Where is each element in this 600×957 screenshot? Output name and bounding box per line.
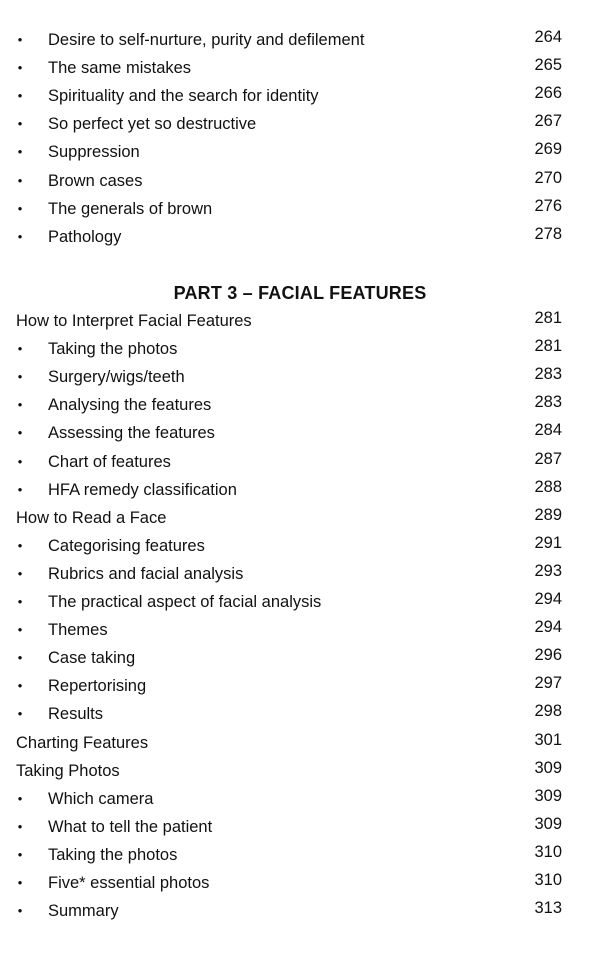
bullet-icon: • bbox=[17, 369, 23, 385]
toc-entry-title: What to tell the patient bbox=[48, 817, 213, 836]
toc-entry-title: Summary bbox=[48, 902, 119, 921]
bullet-icon: • bbox=[17, 341, 23, 357]
toc-page-number: 287 bbox=[534, 449, 562, 468]
toc-subentry bbox=[0, 700, 600, 728]
toc-subentry bbox=[0, 26, 600, 54]
toc-subentry bbox=[0, 335, 600, 363]
bullet-icon: • bbox=[17, 228, 23, 244]
bullet-icon: • bbox=[17, 397, 23, 413]
toc-entry-title: Case taking bbox=[48, 649, 136, 668]
toc-page-number: 264 bbox=[534, 28, 562, 46]
toc-page-number: 270 bbox=[534, 168, 562, 187]
bullet-icon: • bbox=[17, 875, 23, 890]
bullet-icon: • bbox=[17, 60, 23, 76]
toc-page-number: 269 bbox=[534, 140, 562, 159]
bullet-icon: • bbox=[17, 172, 23, 188]
bullet-icon: • bbox=[17, 678, 23, 694]
toc-entry-title: Analysing the features bbox=[48, 396, 212, 415]
toc-entry-title: Suppression bbox=[48, 143, 140, 162]
toc-page-number: 283 bbox=[534, 365, 562, 384]
bullet-icon: • bbox=[17, 706, 23, 722]
toc-entry-title: Spirituality and the search for identity bbox=[48, 87, 319, 106]
toc-page-number: 291 bbox=[534, 533, 562, 552]
toc-page-number: 288 bbox=[534, 477, 562, 496]
toc-page-number: 281 bbox=[534, 309, 562, 327]
toc-subentry bbox=[0, 841, 600, 869]
toc-page-number: 266 bbox=[534, 84, 562, 103]
toc-entry-title: Repertorising bbox=[48, 677, 147, 696]
part-title: PART 3 – FACIAL FEATURES bbox=[173, 283, 427, 303]
bullet-icon: • bbox=[17, 200, 23, 216]
toc-page-number: 283 bbox=[534, 393, 562, 412]
toc-page-number: 289 bbox=[534, 505, 562, 524]
toc-entry-title: HFA remedy classification bbox=[48, 480, 237, 499]
toc-subentry bbox=[0, 813, 600, 841]
toc-entry-title: Themes bbox=[48, 621, 108, 640]
toc-subentry bbox=[0, 869, 600, 897]
toc-entry-title: Which camera bbox=[48, 789, 154, 808]
toc-page-number: 276 bbox=[534, 196, 562, 215]
bullet-icon: • bbox=[17, 88, 23, 104]
toc-page-number: 309 bbox=[534, 814, 562, 833]
toc-page-number: 294 bbox=[534, 618, 562, 637]
bullet-icon: • bbox=[17, 144, 23, 160]
toc-subentry bbox=[0, 363, 600, 391]
toc-page-number: 313 bbox=[534, 899, 562, 918]
toc-entry-title: So perfect yet so destructive bbox=[48, 115, 257, 134]
toc-subentry bbox=[0, 785, 600, 813]
bullet-icon: • bbox=[17, 903, 23, 919]
toc-entry-title: Chart of features bbox=[48, 452, 171, 471]
toc-entry-title: Pathology bbox=[48, 227, 122, 246]
toc-entry-title: The practical aspect of facial analysis bbox=[48, 593, 322, 611]
toc-entry-title: Five* essential photos bbox=[48, 874, 210, 892]
bullet-icon: • bbox=[17, 818, 23, 834]
toc-subentry bbox=[0, 560, 600, 588]
bullet-icon: • bbox=[17, 32, 23, 47]
bullet-icon: • bbox=[17, 622, 23, 638]
toc-subentry bbox=[0, 616, 600, 644]
toc-page-number: 301 bbox=[534, 730, 562, 749]
toc-subentry bbox=[0, 419, 600, 447]
toc-entry-title: Categorising features bbox=[48, 536, 205, 555]
toc-subentry bbox=[0, 391, 600, 419]
bullet-icon: • bbox=[17, 565, 23, 581]
toc-page-number: 309 bbox=[534, 786, 562, 805]
toc-entry-title: Brown cases bbox=[48, 171, 143, 190]
bullet-icon: • bbox=[17, 790, 23, 806]
toc-page-number: 284 bbox=[534, 421, 562, 440]
toc-subentry bbox=[0, 448, 600, 476]
toc-subentry bbox=[0, 588, 600, 616]
toc-page-number: 293 bbox=[534, 561, 562, 580]
toc-page-number: 265 bbox=[534, 56, 562, 75]
toc-subentry bbox=[0, 110, 600, 138]
toc-subentry bbox=[0, 532, 600, 560]
toc-subentry bbox=[0, 138, 600, 166]
toc-subentry bbox=[0, 82, 600, 110]
toc-entry-title: Rubrics and facial analysis bbox=[48, 564, 244, 583]
toc-subentry bbox=[0, 644, 600, 672]
toc-page-number: 310 bbox=[534, 871, 562, 889]
toc-entry-title: Taking the photos bbox=[48, 845, 178, 864]
toc-page-number: 278 bbox=[534, 224, 562, 243]
toc-subentry bbox=[0, 897, 600, 925]
toc-page-number: 281 bbox=[534, 337, 562, 356]
toc-subentry bbox=[0, 54, 600, 82]
toc-page-number: 298 bbox=[534, 702, 562, 721]
toc-entry-title: How to Read a Face bbox=[16, 508, 167, 527]
toc-page-number: 296 bbox=[534, 646, 562, 665]
bullet-icon: • bbox=[17, 537, 23, 553]
toc-heading bbox=[0, 729, 600, 757]
toc-page-number: 297 bbox=[534, 674, 562, 693]
toc-subentry bbox=[0, 476, 600, 504]
toc-subentry bbox=[0, 672, 600, 700]
toc-entry-title: Charting Features bbox=[16, 733, 149, 752]
toc-entry-title: Desire to self-nurture, purity and defilement bbox=[48, 31, 365, 49]
bullet-icon: • bbox=[17, 594, 23, 609]
toc-entry-title: Surgery/wigs/teeth bbox=[48, 368, 185, 387]
toc-subentry bbox=[0, 167, 600, 195]
toc-entry-title: The generals of brown bbox=[48, 199, 213, 218]
toc-entry-title: Assessing the features bbox=[48, 424, 215, 443]
toc-entry-title: Taking the photos bbox=[48, 340, 178, 359]
bullet-icon: • bbox=[17, 846, 23, 862]
bullet-icon: • bbox=[17, 425, 23, 441]
toc-page-number: 310 bbox=[534, 842, 562, 861]
toc-page-number: 294 bbox=[534, 590, 562, 608]
toc-subentry bbox=[0, 195, 600, 223]
bullet-icon: • bbox=[17, 453, 23, 469]
toc-entry-title: The same mistakes bbox=[48, 59, 192, 78]
toc-entry-title: Results bbox=[48, 705, 104, 724]
toc-page-number: 309 bbox=[534, 758, 562, 777]
toc-page-number: 267 bbox=[534, 112, 562, 131]
toc-entry-title: How to Interpret Facial Features bbox=[16, 312, 252, 330]
toc-subentry bbox=[0, 223, 600, 251]
toc-heading bbox=[0, 307, 600, 335]
toc-heading bbox=[0, 504, 600, 532]
bullet-icon: • bbox=[17, 650, 23, 666]
toc-heading bbox=[0, 757, 600, 785]
toc-entry-title: Taking Photos bbox=[16, 761, 120, 780]
bullet-icon: • bbox=[17, 481, 23, 497]
bullet-icon: • bbox=[17, 116, 23, 132]
